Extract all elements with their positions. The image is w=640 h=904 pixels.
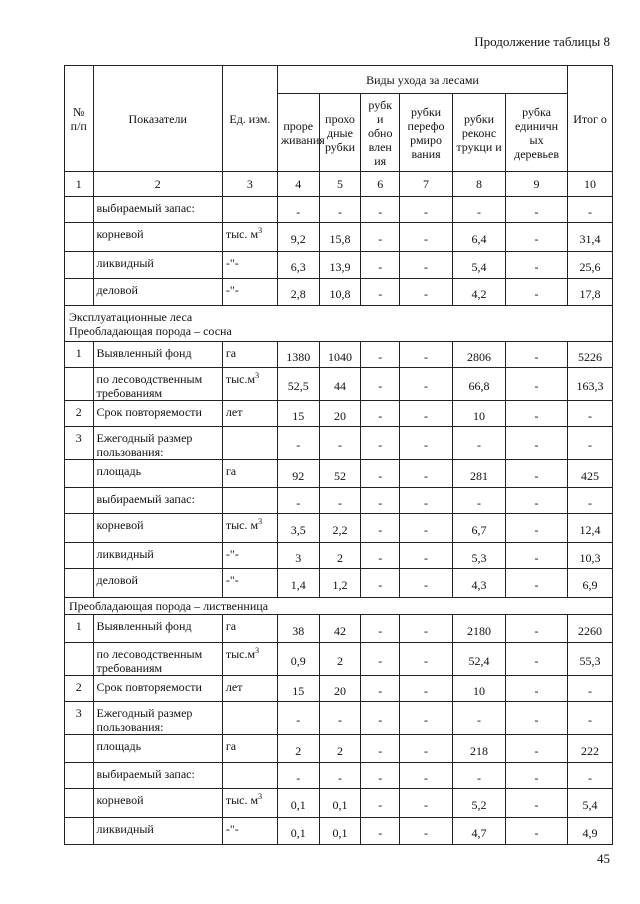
header-total: Итог о	[568, 66, 613, 172]
row-number	[65, 735, 94, 763]
indicator-name: корневой	[93, 789, 222, 818]
value-cell: -	[505, 279, 567, 306]
value-cell: 2806	[453, 342, 506, 368]
value-cell: -	[505, 252, 567, 279]
value-cell: -	[400, 569, 453, 598]
unit-cell	[222, 197, 277, 223]
table-row	[65, 735, 613, 763]
value-cell: 13,9	[319, 252, 361, 279]
column-number-cell: 10	[568, 172, 613, 197]
value-cell: -	[277, 197, 319, 223]
unit-cell	[222, 735, 277, 763]
section-pine-rows	[65, 342, 613, 598]
column-number-cell: 2	[93, 172, 222, 197]
unit-text: -"-	[225, 547, 239, 561]
value-cell: 5,4	[453, 252, 506, 279]
unit-cell	[222, 488, 277, 514]
value-cell: -	[505, 488, 567, 514]
value-cell: -	[361, 789, 400, 818]
value-cell: -	[361, 488, 400, 514]
value-cell: -	[361, 615, 400, 643]
indicator-name: ликвидный	[93, 818, 222, 845]
column-number-cell: 8	[453, 172, 506, 197]
value-cell: 52,5	[277, 368, 319, 401]
value-cell: -	[400, 702, 453, 735]
value-cell: 1,4	[277, 569, 319, 598]
header-thinning: проре живания	[277, 94, 319, 172]
row-number	[65, 543, 94, 569]
value-cell: 3	[277, 543, 319, 569]
value-cell: -	[400, 514, 453, 543]
value-cell: -	[400, 543, 453, 569]
value-cell: -	[400, 615, 453, 643]
unit-superscript: 3	[258, 226, 263, 235]
unit-text: лет	[225, 405, 243, 419]
unit-text: га	[225, 619, 237, 633]
indicator-name: площадь	[93, 460, 222, 488]
value-cell: 4,3	[453, 569, 506, 598]
value-cell: 5,3	[453, 543, 506, 569]
column-number-cell: 4	[277, 172, 319, 197]
value-cell: -	[505, 615, 567, 643]
indicator-name: деловой	[93, 569, 222, 598]
unit-text: тыс. м	[225, 793, 259, 807]
header-reformation-cutting: рубки перефо рмиро вания	[400, 94, 453, 172]
table-row	[65, 252, 613, 279]
indicator-name: площадь	[93, 735, 222, 763]
value-cell: 425	[568, 460, 613, 488]
header-passage-cutting: прохо дные рубки	[319, 94, 361, 172]
unit-text: -"-	[225, 283, 239, 297]
row-number	[65, 763, 94, 789]
value-cell: -	[453, 427, 506, 460]
table-row	[65, 279, 613, 306]
value-cell: -	[361, 514, 400, 543]
value-cell: 92	[277, 460, 319, 488]
header-care-types: Виды ухода за лесами	[277, 66, 567, 94]
row-number	[65, 368, 94, 401]
section-exploitation-header	[65, 306, 613, 342]
value-cell: 44	[319, 368, 361, 401]
value-cell: -	[400, 460, 453, 488]
value-cell: -	[319, 488, 361, 514]
header-indicator: Показатели	[93, 66, 222, 172]
unit-text: лет	[225, 680, 243, 694]
value-cell: -	[361, 702, 400, 735]
section-title-larch: Преобладающая порода – лиственница	[65, 598, 613, 615]
value-cell: -	[400, 368, 453, 401]
value-cell: 281	[453, 460, 506, 488]
value-cell: 10	[453, 401, 506, 427]
value-cell: -	[319, 427, 361, 460]
unit-cell	[222, 569, 277, 598]
value-cell: 4,2	[453, 279, 506, 306]
unit-cell	[222, 818, 277, 845]
table-row	[65, 197, 613, 223]
value-cell: -	[400, 342, 453, 368]
unit-cell	[222, 643, 277, 676]
value-cell: -	[400, 643, 453, 676]
indicator-name: Ежегодный размер пользования:	[93, 427, 222, 460]
unit-cell	[222, 427, 277, 460]
column-number-cell: 3	[222, 172, 277, 197]
value-cell: 2180	[453, 615, 506, 643]
column-number-row	[65, 172, 613, 197]
value-cell: -	[277, 488, 319, 514]
value-cell: -	[505, 789, 567, 818]
value-cell: -	[505, 543, 567, 569]
row-number: 3	[65, 702, 94, 735]
value-cell: -	[400, 488, 453, 514]
header-renewal-cutting: рубк и обно влен ия	[361, 94, 400, 172]
forest-care-table	[64, 65, 613, 845]
indicator-name: Срок повторяемости	[93, 676, 222, 702]
value-cell: -	[505, 197, 567, 223]
row-number	[65, 569, 94, 598]
unit-cell	[222, 342, 277, 368]
value-cell: -	[568, 488, 613, 514]
value-cell: -	[505, 342, 567, 368]
row-number	[65, 643, 94, 676]
table-row	[65, 702, 613, 735]
indicator-name: Выявленный фонд	[93, 342, 222, 368]
value-cell: -	[505, 223, 567, 252]
indicator-name: выбираемый запас:	[93, 197, 222, 223]
value-cell: -	[568, 702, 613, 735]
value-cell: -	[453, 763, 506, 789]
value-cell: -	[505, 763, 567, 789]
unit-superscript: 3	[255, 646, 260, 655]
value-cell: 2	[277, 735, 319, 763]
value-cell: 6,3	[277, 252, 319, 279]
value-cell: -	[361, 643, 400, 676]
value-cell: 2	[319, 643, 361, 676]
unit-superscript: 3	[258, 517, 263, 526]
value-cell: -	[277, 702, 319, 735]
row-number: 2	[65, 401, 94, 427]
value-cell: 1,2	[319, 569, 361, 598]
value-cell: 31,4	[568, 223, 613, 252]
column-number-cell: 9	[505, 172, 567, 197]
section-larch-header	[65, 598, 613, 615]
value-cell: 15	[277, 676, 319, 702]
value-cell: -	[361, 401, 400, 427]
indicator-name: Ежегодный размер пользования:	[93, 702, 222, 735]
indicator-name: деловой	[93, 279, 222, 306]
table-row	[65, 676, 613, 702]
header-number: № п/п	[65, 66, 94, 172]
value-cell: -	[505, 569, 567, 598]
row-number	[65, 252, 94, 279]
unit-text: тыс. м	[225, 227, 259, 241]
row-number	[65, 460, 94, 488]
value-cell: -	[453, 197, 506, 223]
section-title-pine: Преобладающая порода – сосна	[69, 323, 232, 338]
unit-text: га	[225, 346, 237, 360]
value-cell: 2,8	[277, 279, 319, 306]
value-cell: -	[505, 460, 567, 488]
value-cell: -	[277, 427, 319, 460]
value-cell: 1040	[319, 342, 361, 368]
value-cell: -	[361, 676, 400, 702]
value-cell: -	[453, 702, 506, 735]
unit-cell	[222, 401, 277, 427]
row-number	[65, 488, 94, 514]
value-cell: -	[361, 569, 400, 598]
indicator-name: Выявленный фонд	[93, 615, 222, 643]
value-cell: 17,8	[568, 279, 613, 306]
value-cell: 2,2	[319, 514, 361, 543]
unit-text: га	[225, 739, 237, 753]
indicator-name: выбираемый запас:	[93, 488, 222, 514]
value-cell: 6,4	[453, 223, 506, 252]
value-cell: -	[505, 401, 567, 427]
unit-cell	[222, 702, 277, 735]
unit-cell	[222, 615, 277, 643]
unit-cell	[222, 460, 277, 488]
value-cell: -	[505, 368, 567, 401]
unit-cell	[222, 223, 277, 252]
value-cell: -	[319, 702, 361, 735]
indicator-name: Срок повторяемости	[93, 401, 222, 427]
value-cell: 6,7	[453, 514, 506, 543]
indicator-name: ликвидный	[93, 543, 222, 569]
unit-cell	[222, 763, 277, 789]
value-cell: 1380	[277, 342, 319, 368]
header-reconstruction-cutting: рубки реконс трукци и	[453, 94, 506, 172]
value-cell: 2	[319, 735, 361, 763]
value-cell: -	[400, 818, 453, 845]
value-cell: -	[400, 789, 453, 818]
value-cell: 20	[319, 676, 361, 702]
column-number-cell: 5	[319, 172, 361, 197]
value-cell: -	[505, 676, 567, 702]
row-number	[65, 789, 94, 818]
row-number: 2	[65, 676, 94, 702]
value-cell: 0,1	[319, 818, 361, 845]
value-cell: 42	[319, 615, 361, 643]
unit-cell	[222, 252, 277, 279]
value-cell: -	[505, 702, 567, 735]
value-cell: -	[361, 543, 400, 569]
value-cell: 20	[319, 401, 361, 427]
section-initial-rows	[65, 197, 613, 306]
page-number: 45	[597, 851, 610, 866]
unit-text: -"-	[225, 822, 239, 836]
value-cell: -	[568, 763, 613, 789]
value-cell: 5,2	[453, 789, 506, 818]
value-cell: 52	[319, 460, 361, 488]
value-cell: -	[568, 427, 613, 460]
indicator-name: по лесоводственным требованиям	[93, 368, 222, 401]
value-cell: 2	[319, 543, 361, 569]
value-cell: -	[400, 763, 453, 789]
value-cell: 25,6	[568, 252, 613, 279]
indicator-name: корневой	[93, 223, 222, 252]
unit-text: тыс.м	[225, 372, 256, 386]
table-row	[65, 427, 613, 460]
row-number	[65, 223, 94, 252]
value-cell: 163,3	[568, 368, 613, 401]
row-number: 1	[65, 615, 94, 643]
value-cell: -	[568, 401, 613, 427]
indicator-name: ликвидный	[93, 252, 222, 279]
table-row	[65, 643, 613, 676]
section-title-exploitation-forests: Эксплуатационные леса	[69, 309, 193, 324]
column-number-cell: 1	[65, 172, 94, 197]
value-cell: 4,7	[453, 818, 506, 845]
value-cell: -	[400, 401, 453, 427]
value-cell: 222	[568, 735, 613, 763]
table-row	[65, 460, 613, 488]
value-cell: 0,1	[277, 818, 319, 845]
table-row	[65, 763, 613, 789]
unit-cell	[222, 543, 277, 569]
value-cell: 0,1	[319, 789, 361, 818]
value-cell: -	[400, 279, 453, 306]
value-cell: -	[319, 197, 361, 223]
table-row	[65, 488, 613, 514]
row-number	[65, 279, 94, 306]
value-cell: -	[361, 460, 400, 488]
value-cell: 9,2	[277, 223, 319, 252]
unit-cell	[222, 676, 277, 702]
table-row	[65, 789, 613, 818]
value-cell: -	[400, 676, 453, 702]
value-cell: 10,8	[319, 279, 361, 306]
value-cell: -	[400, 252, 453, 279]
value-cell: -	[505, 514, 567, 543]
unit-text: тыс.м	[225, 647, 256, 661]
row-number	[65, 514, 94, 543]
value-cell: -	[505, 818, 567, 845]
value-cell: -	[505, 643, 567, 676]
value-cell: -	[505, 427, 567, 460]
indicator-name: корневой	[93, 514, 222, 543]
table-continuation-label: Продолжение таблицы 8	[474, 34, 610, 49]
value-cell: -	[361, 279, 400, 306]
value-cell: 2260	[568, 615, 613, 643]
column-number-cell: 6	[361, 172, 400, 197]
value-cell: 4,9	[568, 818, 613, 845]
value-cell: 55,3	[568, 643, 613, 676]
table-row	[65, 401, 613, 427]
value-cell: -	[400, 427, 453, 460]
table-row	[65, 818, 613, 845]
section-larch-rows	[65, 615, 613, 845]
value-cell: 0,9	[277, 643, 319, 676]
value-cell: -	[361, 368, 400, 401]
indicator-name: по лесоводственным требованиям	[93, 643, 222, 676]
value-cell: 10,3	[568, 543, 613, 569]
table-row	[65, 514, 613, 543]
unit-cell	[222, 279, 277, 306]
unit-text: га	[225, 464, 237, 478]
value-cell: -	[361, 342, 400, 368]
value-cell: -	[568, 197, 613, 223]
value-cell: 3,5	[277, 514, 319, 543]
value-cell: -	[319, 763, 361, 789]
column-number-cell: 7	[400, 172, 453, 197]
unit-superscript: 3	[255, 371, 260, 380]
value-cell: -	[361, 427, 400, 460]
value-cell: -	[361, 223, 400, 252]
unit-text: -"-	[225, 573, 239, 587]
value-cell: 0,1	[277, 789, 319, 818]
unit-cell	[222, 514, 277, 543]
value-cell: 38	[277, 615, 319, 643]
value-cell: 66,8	[453, 368, 506, 401]
header-unit: Ед. изм.	[222, 66, 277, 172]
value-cell: -	[361, 252, 400, 279]
value-cell: 15	[277, 401, 319, 427]
value-cell: -	[568, 676, 613, 702]
table-row	[65, 223, 613, 252]
value-cell: -	[400, 197, 453, 223]
value-cell: -	[453, 488, 506, 514]
table-row	[65, 615, 613, 643]
value-cell: -	[361, 197, 400, 223]
table-row	[65, 543, 613, 569]
row-number: 3	[65, 427, 94, 460]
table-row	[65, 368, 613, 401]
unit-text: тыс. м	[225, 518, 259, 532]
value-cell: -	[277, 763, 319, 789]
value-cell: 12,4	[568, 514, 613, 543]
table-row	[65, 342, 613, 368]
value-cell: 6,9	[568, 569, 613, 598]
unit-superscript: 3	[258, 792, 263, 801]
row-number	[65, 818, 94, 845]
value-cell: -	[400, 223, 453, 252]
value-cell: 5,4	[568, 789, 613, 818]
value-cell: 10	[453, 676, 506, 702]
value-cell: -	[505, 735, 567, 763]
value-cell: -	[361, 735, 400, 763]
value-cell: -	[361, 763, 400, 789]
row-number: 1	[65, 342, 94, 368]
value-cell: 15,8	[319, 223, 361, 252]
unit-cell	[222, 368, 277, 401]
value-cell: 5226	[568, 342, 613, 368]
header-single-tree-cutting: рубка единичн ых деревьев	[505, 94, 567, 172]
row-number	[65, 197, 94, 223]
unit-cell	[222, 789, 277, 818]
value-cell: 218	[453, 735, 506, 763]
unit-text: -"-	[225, 256, 239, 270]
indicator-name: выбираемый запас:	[93, 763, 222, 789]
value-cell: -	[400, 735, 453, 763]
value-cell: 52,4	[453, 643, 506, 676]
value-cell: -	[361, 818, 400, 845]
table-row	[65, 569, 613, 598]
